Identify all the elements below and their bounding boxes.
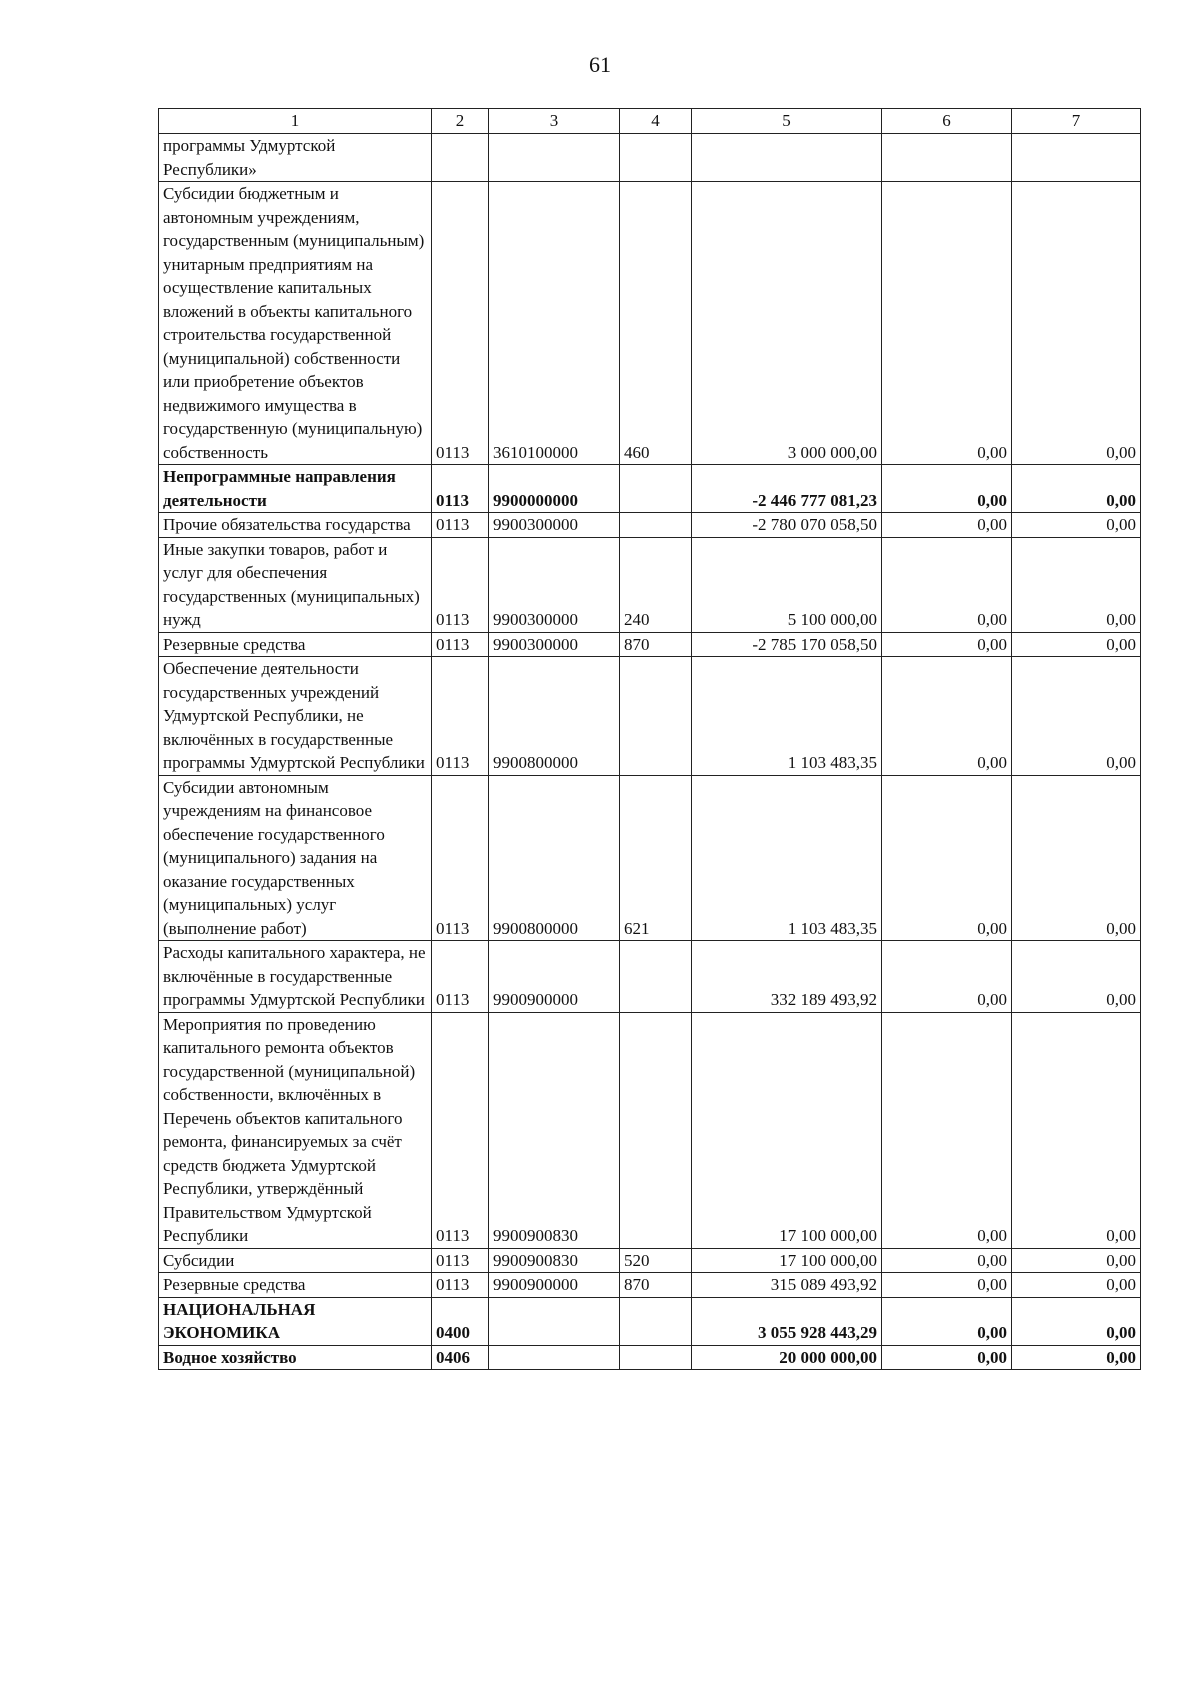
row-name-cell: Водное хозяйство: [159, 1345, 432, 1370]
row-name-cell: Резервные средства: [159, 632, 432, 657]
target-article-cell: 9900900830: [489, 1248, 620, 1273]
table-row: [159, 1297, 1141, 1345]
table-row: [159, 465, 1141, 513]
amount-col7-cell: 0,00: [1012, 1012, 1141, 1248]
table-row: [159, 513, 1141, 538]
row-name-cell: Субсидии бюджетным и автономным учреждениям, государственным (муниципальным) унитарным предприятиям на осуществление капитальных вложений в объекты капитального строительства государственной (муниципальной) собственности или приобретение объектов недвижимого имущества в государственную (муниципальную) собственность: [159, 182, 432, 465]
amount-col6-cell: 0,00: [882, 1012, 1012, 1248]
amount-col7-cell: 0,00: [1012, 632, 1141, 657]
expense-type-cell: 870: [620, 1273, 692, 1298]
section-code-cell: 0406: [432, 1345, 489, 1370]
section-code-cell: 0113: [432, 657, 489, 776]
section-code-cell: 0113: [432, 537, 489, 632]
expense-type-cell: [620, 1345, 692, 1370]
table-row: [159, 537, 1141, 632]
column-header: 6: [882, 109, 1012, 134]
target-article-cell: [489, 134, 620, 182]
amount-col7-cell: 0,00: [1012, 537, 1141, 632]
row-name-cell: Обеспечение деятельности государственных учреждений Удмуртской Республики, не включённых в государственные программы Удмуртской Республики: [159, 657, 432, 776]
amount-col6-cell: 0,00: [882, 1345, 1012, 1370]
table-body: [159, 109, 1141, 1370]
amount-col7-cell: 0,00: [1012, 1248, 1141, 1273]
section-code-cell: [432, 134, 489, 182]
target-article-cell: 9900800000: [489, 657, 620, 776]
amount-cell: 332 189 493,92: [692, 941, 882, 1013]
row-name-cell: Иные закупки товаров, работ и услуг для обеспечения государственных (муниципальных) нужд: [159, 537, 432, 632]
table-row: [159, 657, 1141, 776]
amount-col7-cell: 0,00: [1012, 941, 1141, 1013]
amount-col7-cell: 0,00: [1012, 1273, 1141, 1298]
amount-col7-cell: 0,00: [1012, 1345, 1141, 1370]
amount-col6-cell: 0,00: [882, 182, 1012, 465]
amount-cell: [692, 134, 882, 182]
target-article-cell: 9900300000: [489, 513, 620, 538]
section-code-cell: 0113: [432, 513, 489, 538]
target-article-cell: [489, 1345, 620, 1370]
section-code-cell: 0113: [432, 1248, 489, 1273]
amount-col6-cell: 0,00: [882, 632, 1012, 657]
amount-cell: 3 000 000,00: [692, 182, 882, 465]
section-code-cell: 0400: [432, 1297, 489, 1345]
amount-col6-cell: 0,00: [882, 941, 1012, 1013]
section-code-cell: 0113: [432, 775, 489, 941]
target-article-cell: 9900300000: [489, 537, 620, 632]
target-article-cell: [489, 1297, 620, 1345]
table-row: [159, 182, 1141, 465]
expense-type-cell: [620, 1297, 692, 1345]
expense-type-cell: [620, 134, 692, 182]
amount-col6-cell: 0,00: [882, 465, 1012, 513]
row-name-cell: Мероприятия по проведению капитального ремонта объектов государственной (муниципальной) собственности, включённых в Перечень объектов капитального ремонта, финансируемых за счёт средств бюджета Удмуртской Республики, утверждённый Правительством Удмуртской Республики: [159, 1012, 432, 1248]
amount-cell: 17 100 000,00: [692, 1012, 882, 1248]
row-name-cell: Непрограммные направления деятельности: [159, 465, 432, 513]
amount-cell: 1 103 483,35: [692, 657, 882, 776]
amount-col6-cell: 0,00: [882, 537, 1012, 632]
row-name-cell: Расходы капитального характера, не включённые в государственные программы Удмуртской Республики: [159, 941, 432, 1013]
target-article-cell: 9900900000: [489, 1273, 620, 1298]
amount-col6-cell: 0,00: [882, 513, 1012, 538]
row-name-cell: Субсидии автономным учреждениям на финансовое обеспечение государственного (муниципального) задания на оказание государственных (муниципальных) услуг (выполнение работ): [159, 775, 432, 941]
target-article-cell: 9900900830: [489, 1012, 620, 1248]
amount-col6-cell: 0,00: [882, 775, 1012, 941]
target-article-cell: 9900000000: [489, 465, 620, 513]
amount-col7-cell: 0,00: [1012, 657, 1141, 776]
amount-col7-cell: 0,00: [1012, 1297, 1141, 1345]
target-article-cell: 9900300000: [489, 632, 620, 657]
table-row: [159, 775, 1141, 941]
amount-col6-cell: 0,00: [882, 1297, 1012, 1345]
expense-type-cell: [620, 465, 692, 513]
table-row: [159, 941, 1141, 1013]
expense-type-cell: 240: [620, 537, 692, 632]
section-code-cell: 0113: [432, 941, 489, 1013]
section-code-cell: 0113: [432, 1012, 489, 1248]
expense-type-cell: 870: [620, 632, 692, 657]
expense-type-cell: 621: [620, 775, 692, 941]
row-name-cell: Резервные средства: [159, 1273, 432, 1298]
budget-table: [158, 108, 1141, 1370]
amount-cell: 3 055 928 443,29: [692, 1297, 882, 1345]
target-article-cell: 9900900000: [489, 941, 620, 1013]
section-code-cell: 0113: [432, 465, 489, 513]
table-row: [159, 134, 1141, 182]
column-header: 7: [1012, 109, 1141, 134]
expense-type-cell: [620, 941, 692, 1013]
row-name-cell: Субсидии: [159, 1248, 432, 1273]
table-row: [159, 1012, 1141, 1248]
expense-type-cell: [620, 513, 692, 538]
section-code-cell: 0113: [432, 182, 489, 465]
amount-cell: 5 100 000,00: [692, 537, 882, 632]
amount-cell: 1 103 483,35: [692, 775, 882, 941]
column-header: 3: [489, 109, 620, 134]
amount-col6-cell: [882, 134, 1012, 182]
section-code-cell: 0113: [432, 1273, 489, 1298]
expense-type-cell: [620, 1012, 692, 1248]
target-article-cell: 3610100000: [489, 182, 620, 465]
amount-cell: -2 446 777 081,23: [692, 465, 882, 513]
amount-col7-cell: 0,00: [1012, 513, 1141, 538]
amount-cell: -2 780 070 058,50: [692, 513, 882, 538]
table-row: [159, 1345, 1141, 1370]
row-name-cell: программы Удмуртской Республики»: [159, 134, 432, 182]
expense-type-cell: 520: [620, 1248, 692, 1273]
amount-col6-cell: 0,00: [882, 1273, 1012, 1298]
table-row: [159, 1248, 1141, 1273]
page-number: 61: [589, 52, 611, 77]
row-name-cell: НАЦИОНАЛЬНАЯ ЭКОНОМИКА: [159, 1297, 432, 1345]
amount-col7-cell: [1012, 134, 1141, 182]
amount-col7-cell: 0,00: [1012, 182, 1141, 465]
amount-cell: 315 089 493,92: [692, 1273, 882, 1298]
column-header: 1: [159, 109, 432, 134]
row-name-cell: Прочие обязательства государства: [159, 513, 432, 538]
table-row: [159, 632, 1141, 657]
amount-col7-cell: 0,00: [1012, 465, 1141, 513]
expense-type-cell: 460: [620, 182, 692, 465]
amount-col6-cell: 0,00: [882, 1248, 1012, 1273]
amount-cell: 17 100 000,00: [692, 1248, 882, 1273]
table-row: [159, 1273, 1141, 1298]
section-code-cell: 0113: [432, 632, 489, 657]
column-number-row: [159, 109, 1141, 134]
amount-col7-cell: 0,00: [1012, 775, 1141, 941]
expense-type-cell: [620, 657, 692, 776]
column-header: 4: [620, 109, 692, 134]
amount-cell: 20 000 000,00: [692, 1345, 882, 1370]
target-article-cell: 9900800000: [489, 775, 620, 941]
amount-cell: -2 785 170 058,50: [692, 632, 882, 657]
amount-col6-cell: 0,00: [882, 657, 1012, 776]
column-header: 5: [692, 109, 882, 134]
column-header: 2: [432, 109, 489, 134]
